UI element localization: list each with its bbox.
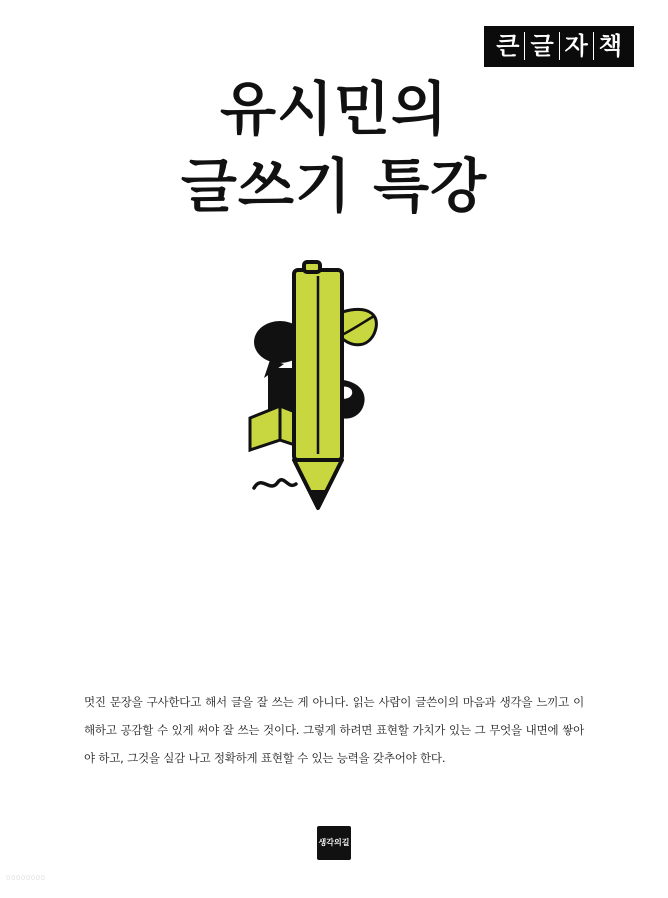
pencil-character-illustration xyxy=(0,250,668,530)
pencil-ferrule xyxy=(304,262,320,272)
badge-char-2: 글 xyxy=(524,32,558,60)
large-print-edition-badge xyxy=(484,26,634,67)
publisher-logo: 생각의길 xyxy=(317,826,351,860)
title-line-main: 글쓰기 특강 xyxy=(180,151,488,220)
pencil-character-svg xyxy=(184,250,484,530)
pencil-lead xyxy=(308,490,328,508)
book-title xyxy=(0,75,668,220)
page-bottom-edge xyxy=(0,886,668,898)
badge-char-4: 책 xyxy=(593,32,627,60)
title-line-author: 유시민의 xyxy=(219,75,449,143)
badge-char-1: 큰 xyxy=(496,32,520,60)
book-left-page xyxy=(250,406,280,450)
cover-blurb-text: 멋진 문장을 구사한다고 해서 글을 잘 쓰는 게 아니다. 읽는 사람이 글쓴이의 마음과 생각을 느끼고 이해하고 공감할 수 있게 써야 잘 쓰는 것이다. 그렇게 하려면 표현할 가치가 있는 그 무엇을 내면에 쌓아야 하고, 그것을 실감 나고 정확하게 표현할 수 있는 능력을 갖추어야 한다. xyxy=(84,694,584,765)
scribble-mark xyxy=(254,480,296,488)
badge-char-3: 자 xyxy=(559,32,593,60)
watermark-text: 00000000 xyxy=(6,874,46,882)
